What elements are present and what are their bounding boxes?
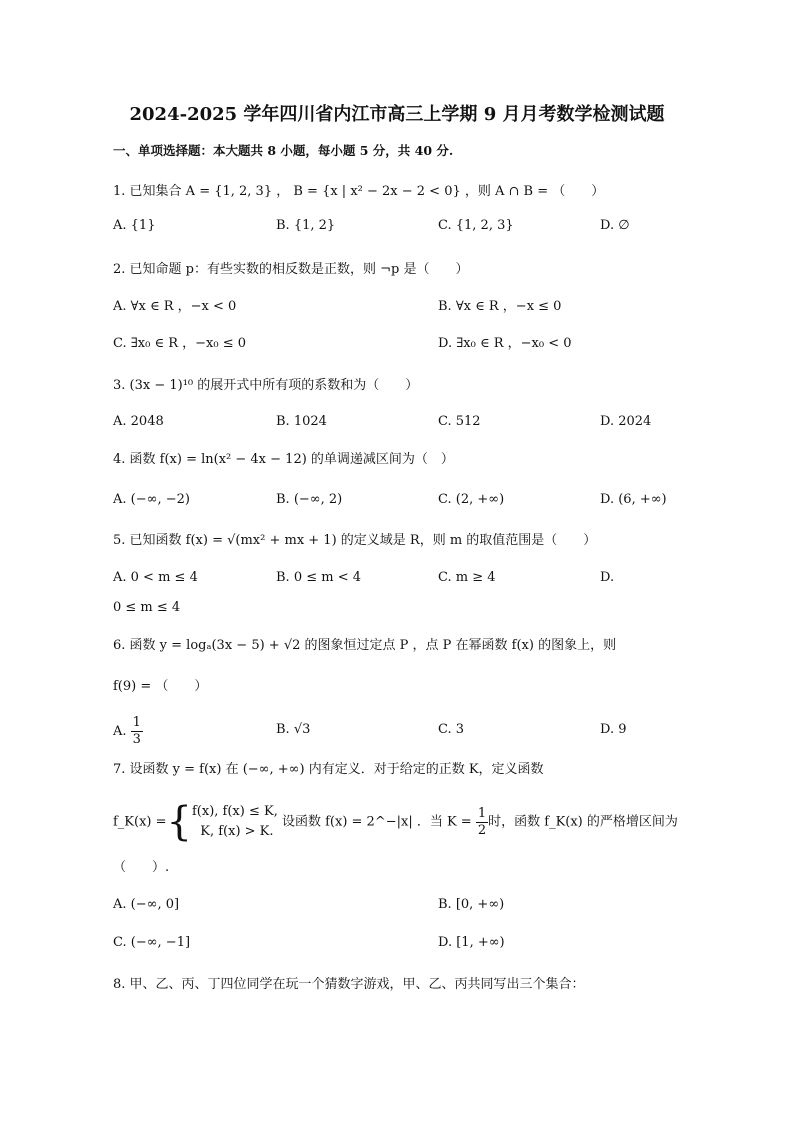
q1-option-d: D. ∅ <box>600 218 630 233</box>
q6-option-c: C. 3 <box>438 722 465 737</box>
question-8-stem: 8. 甲、乙、丙、丁四位同学在玩一个猜数字游戏，甲、乙、丙共同写出三个集合： <box>113 977 585 992</box>
q7-option-c: C. (−∞, −1] <box>113 935 191 950</box>
q6-option-a-label: A. <box>113 724 127 739</box>
numerator: 1 <box>477 805 487 821</box>
denominator: 3 <box>132 732 141 747</box>
q6-option-d: D. 9 <box>600 722 627 737</box>
q4-option-a: A. (−∞, −2) <box>113 492 190 507</box>
q5-option-b: B. 0 ≤ m < 4 <box>276 570 362 585</box>
q3-option-a: A. 2048 <box>113 414 164 429</box>
denominator: 2 <box>477 822 487 838</box>
numerator: 1 <box>132 715 141 730</box>
q7-option-b: B. [0, +∞) <box>438 897 505 912</box>
q7-option-d: D. [1, +∞) <box>438 935 505 950</box>
page-title: 2024-2025 学年四川省内江市高三上学期 9 月月考数学检测试题 <box>129 104 665 125</box>
question-6-stem: 6. 函数 y = logₐ(3x − 5) + √2 的图象恒过定点 P ，点 P 在幂函数 f(x) 的图象上，则 <box>113 638 617 653</box>
section-heading: 一、单项选择题：本大题共 8 小题，每小题 5 分，共 40 分. <box>113 143 454 158</box>
q3-option-c: C. 512 <box>438 414 481 429</box>
question-3-stem: 3. (3x − 1)¹⁰ 的展开式中所有项的系数和为（ ） <box>113 378 419 393</box>
q2-option-b: B. ∀x ∈ R ，−x ≤ 0 <box>438 299 562 314</box>
q6-option-a <box>113 715 143 748</box>
q2-option-d: D. ∃x₀ ∈ R ，−x₀ < 0 <box>438 336 572 351</box>
q5-option-d-value: 0 ≤ m ≤ 4 <box>113 600 181 615</box>
q3-option-b: B. 1024 <box>276 414 327 429</box>
question-5-stem: 5. 已知函数 f(x) = √(mx² + mx + 1) 的定义域是 R，则 m 的取值范围是（ ） <box>113 533 597 548</box>
q4-option-d: D. (6, +∞) <box>600 492 667 507</box>
q7-option-a: A. (−∞, 0] <box>113 897 180 912</box>
fraction <box>476 806 488 839</box>
question-7-definition: f_K(x) ={f(x), f(x) ≤ K, K, f(x) > K. 设函数 f(x) = 2^−|x| ．当 K = $\frac{1}{2}$ 时，函数 f_K(x) 的严格增区间为 <box>113 799 678 845</box>
q1-option-c: C. {1, 2, 3} <box>438 218 514 233</box>
question-1-stem: 1. 已知集合 A = {1, 2, 3} ， B = {x | x² − 2x − 2 < 0} ，则 A ∩ B = （ ） <box>113 184 605 199</box>
q2-option-a: A. ∀x ∈ R ，−x < 0 <box>113 299 237 314</box>
q1-option-b: B. {1, 2} <box>276 218 336 233</box>
fraction <box>131 715 143 748</box>
q2-option-c: C. ∃x₀ ∈ R ，−x₀ ≤ 0 <box>113 336 247 351</box>
q7-mid-text: 设函数 f(x) = 2^−|x| ．当 K = <box>281 814 472 830</box>
case-2: K, f(x) > K. <box>200 824 274 839</box>
piecewise-cases <box>192 802 278 842</box>
question-7-stem-end: （ ）. <box>113 860 170 875</box>
q4-option-b: B. (−∞, 2) <box>276 492 343 507</box>
question-4-stem: 4. 函数 f(x) = ln(x² − 4x − 12) 的单调递减区间为（ ） <box>113 452 454 467</box>
q6-option-b: B. √3 <box>276 722 311 737</box>
q5-option-a: A. 0 < m ≤ 4 <box>113 570 198 585</box>
case-1: f(x), f(x) ≤ K, <box>191 804 278 819</box>
piecewise-lhs: f_K(x) = <box>113 814 167 830</box>
q4-option-c: C. (2, +∞) <box>438 492 505 507</box>
q5-option-d: D. <box>600 570 615 585</box>
question-6-stem-cont: f(9) = （ ） <box>113 679 208 694</box>
question-2-stem: 2. 已知命题 p：有些实数的相反数是正数，则 ¬p 是（ ） <box>113 262 469 277</box>
question-7-stem: 7. 设函数 y = f(x) 在 (−∞, +∞) 内有定义．对于给定的正数 K，定义函数 <box>113 762 544 777</box>
q3-option-d: D. 2024 <box>600 414 652 429</box>
q5-option-c: C. m ≥ 4 <box>438 570 496 585</box>
q1-option-a: A. {1} <box>113 218 156 233</box>
q7-tail-text: 时，函数 f_K(x) 的严格增区间为 <box>488 814 678 830</box>
